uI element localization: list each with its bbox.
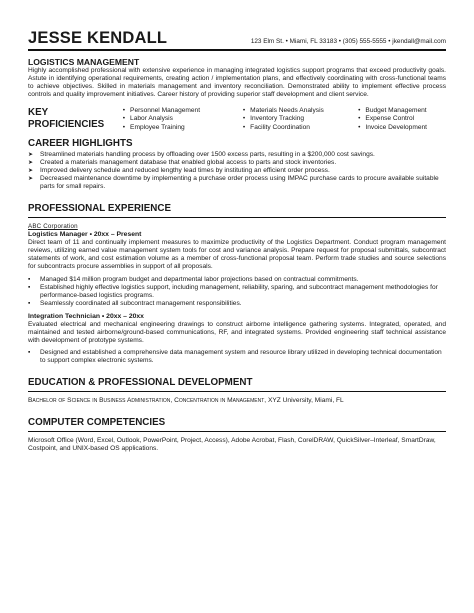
candidate-name: JESSE KENDALL bbox=[28, 29, 168, 47]
role-achievements bbox=[28, 349, 446, 365]
list-item: ▪ Seamlessly coordinated all subcontract management responsibilities. bbox=[28, 299, 242, 307]
proficiency-item: • Labor Analysis bbox=[123, 115, 243, 123]
proficiencies-column-2 bbox=[243, 107, 358, 131]
contact-info: 123 Elm St. • Miami, FL 33183 • (305) 555-5555 • jkendall@mail.com bbox=[250, 38, 446, 45]
proficiency-item: • Expense Control bbox=[358, 115, 446, 123]
role-achievements bbox=[28, 276, 446, 308]
career-highlights-section bbox=[28, 138, 446, 191]
computer-divider bbox=[28, 431, 446, 432]
degree-name: Bachelor of Science in Business Administration, Concentration in Management, bbox=[28, 397, 267, 405]
role-description: Evaluated electrical and mechanical engineering drawings to construct airborne intelligence gathering systems. Integrated, operated, and maintained and tested airborne/ground-based communications, RF, and integrated systems. Provided engineering staff technical assistance with development of prototype systems. bbox=[28, 320, 446, 345]
proficiencies-column-3 bbox=[358, 107, 446, 131]
education-divider bbox=[28, 391, 446, 392]
list-item: ▪ Designed and established a comprehensive data management system and resource library utilized in developing technical documentation to support complex electronic systems. bbox=[28, 349, 442, 365]
arrow-right-icon: ➤ bbox=[28, 159, 34, 166]
proficiencies-section bbox=[28, 107, 446, 131]
education-entry bbox=[28, 397, 446, 405]
school-name: XYZ University, Miami, FL bbox=[267, 397, 344, 405]
arrow-right-icon: ➤ bbox=[28, 151, 34, 158]
company-name: ABC Corporation bbox=[28, 223, 78, 231]
proficiency-item: • Personnel Management bbox=[123, 107, 243, 115]
experience-title: PROFESSIONAL EXPERIENCE bbox=[28, 203, 171, 215]
list-item: ➤ Decreased maintenance downtime by implementing a purchase order process using IMPAC purchase cards to procure available suitable parts for small repairs. bbox=[28, 174, 439, 191]
resume-header bbox=[28, 30, 446, 46]
career-highlights-title: CAREER HIGHLIGHTS bbox=[28, 137, 133, 149]
education-title: EDUCATION & PROFESSIONAL DEVELOPMENT bbox=[28, 377, 253, 389]
proficiency-item: • Materials Needs Analysis bbox=[243, 107, 358, 115]
career-highlights-list bbox=[28, 151, 446, 191]
arrow-right-icon: ➤ bbox=[28, 167, 34, 174]
list-item: ➤ Streamlined materials handling process by offloading over 1500 excess parts, resulting in a $200,000 cost savings. bbox=[28, 150, 375, 158]
list-item: ➤ Created a materials management database that enabled global access to parts and stock inventories. bbox=[28, 158, 337, 166]
square-bullet-icon: ▪ bbox=[28, 299, 31, 307]
proficiency-item: • Budget Management bbox=[358, 107, 446, 115]
list-item: ➤ Improved delivery schedule and reduced lengthy lead times by instituting an efficient order process. bbox=[28, 166, 330, 174]
proficiency-item: • Inventory Tracking bbox=[243, 115, 358, 123]
proficiency-item: • Invoice Development bbox=[358, 124, 446, 132]
proficiency-item: • Employee Training bbox=[123, 124, 243, 132]
square-bullet-icon: ▪ bbox=[28, 283, 31, 291]
proficiency-item: • Facility Coordination bbox=[243, 124, 358, 132]
list-item: ▪ Established highly effective logistics support, including management, reliability, sparing, and subcontract management methodologies for performance-based logistics programs. bbox=[28, 283, 438, 299]
computer-skills: Microsoft Office (Word, Excel, Outlook, PowerPoint, Project, Access), Adobe Acrobat, Flash, CorelDRAW, QuickSilver–Interleaf, SmartDraw, Costpoint, and UNIX-based OS applications. bbox=[28, 437, 436, 453]
role-title: Integration Technician • 20xx – 20xx bbox=[28, 312, 144, 320]
role-title: Logistics Manager • 20xx – Present bbox=[28, 231, 142, 239]
role-description: Direct team of 11 and continually implement measures to maximize productivity of the Logistics Department. Conduct program management reviews, utilizing earned value management system tools for cost and variance analysis. Prepare request for proposal submittals, subcontract statements of work, and cost estimation volume as a member of cross-functional proposal team. Perform trade studies and source selections for subcontracts procure assemblies in support of all proposals. bbox=[28, 239, 446, 271]
summary-title: LOGISTICS MANAGEMENT bbox=[28, 57, 140, 67]
header-divider bbox=[28, 49, 446, 51]
proficiencies-title: KEY PROFICIENCIES bbox=[28, 107, 105, 131]
computer-title: COMPUTER COMPETENCIES bbox=[28, 417, 166, 429]
arrow-right-icon: ➤ bbox=[28, 175, 34, 182]
summary-text: Highly accomplished professional with extensive experience in managing integrated logistics support programs that exceed productivity goals. Astute in identifying operational requirements, creating action / implementation plans, and effectively coordinating with cross-functional teams to achieve objectives. Skilled in materials management and inventory reconciliation. Demonstrated ability to implement effective process controls and quality improvement initiatives. Career history of providing superior staff development and client service. bbox=[28, 67, 446, 99]
proficiencies-column-1 bbox=[123, 107, 243, 131]
list-item: ▪ Managed $14 million program budget and departmental labor projections based on contractual commitments. bbox=[28, 275, 359, 283]
experience-divider bbox=[28, 217, 446, 218]
square-bullet-icon: ▪ bbox=[28, 275, 31, 283]
square-bullet-icon: ▪ bbox=[28, 349, 31, 357]
